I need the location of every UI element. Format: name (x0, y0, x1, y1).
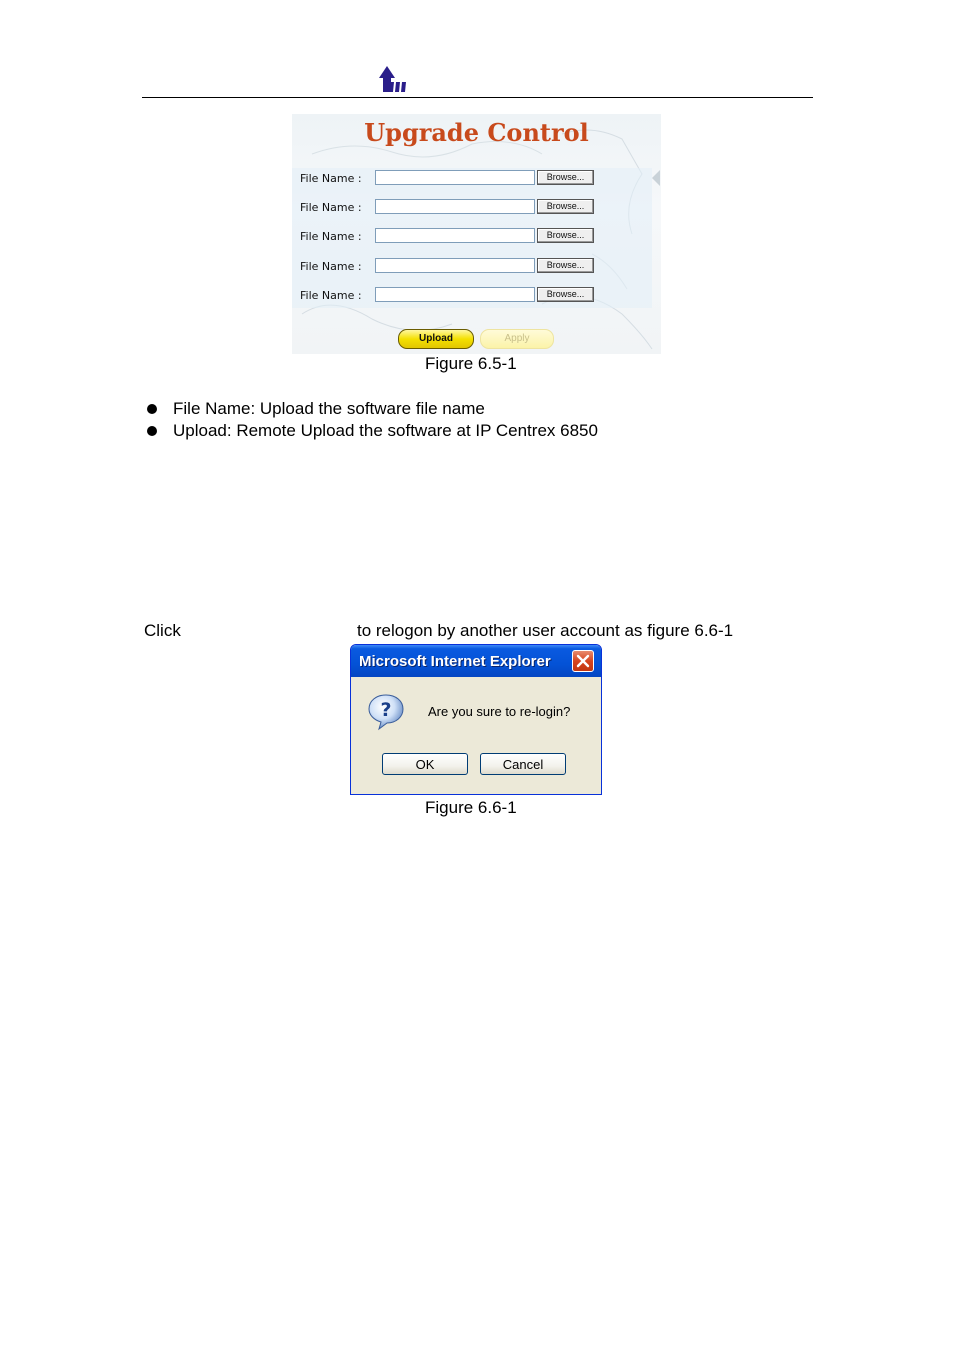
file-name-input[interactable] (375, 170, 535, 185)
ok-button[interactable]: OK (382, 753, 468, 775)
browse-button[interactable]: Browse... (537, 170, 594, 185)
browse-button[interactable]: Browse... (537, 258, 594, 273)
figure-caption: Figure 6.5-1 (425, 354, 517, 373)
relogin-dialog (350, 644, 602, 795)
file-name-label: File Name : (300, 289, 362, 302)
file-name-label: File Name : (300, 172, 362, 185)
file-row (292, 258, 661, 278)
upload-button[interactable]: Upload (398, 329, 474, 349)
paragraph-text: to relogon by another user account as figure 6.6-1 (357, 621, 734, 640)
dialog-body (351, 677, 601, 794)
file-name-input[interactable] (375, 258, 535, 273)
file-row (292, 170, 661, 190)
upgrade-control-panel (292, 114, 661, 354)
file-row (292, 199, 661, 219)
dialog-message: Are you sure to re-login? (428, 704, 571, 719)
browse-button[interactable]: Browse... (537, 228, 594, 243)
browse-button[interactable]: Browse... (537, 287, 594, 302)
file-name-label: File Name : (300, 260, 362, 273)
file-row (292, 287, 661, 307)
figure-caption: Figure 6.6-1 (425, 798, 517, 817)
file-name-label: File Name : (300, 201, 362, 214)
close-button[interactable] (572, 650, 594, 672)
company-logo-icon (376, 66, 406, 94)
bullet-text: Upload: Remote Upload the software at IP Centrex 6850 (173, 421, 598, 440)
header-rule (142, 97, 813, 98)
bullet-text: File Name: Upload the software file name (173, 399, 485, 418)
upgrade-control-title: Upgrade Control (364, 118, 589, 147)
bullet-dot (147, 426, 157, 436)
file-name-label: File Name : (300, 230, 362, 243)
svg-text:?: ? (380, 699, 392, 721)
apply-button[interactable]: Apply (480, 329, 554, 349)
cancel-button[interactable]: Cancel (480, 753, 566, 775)
paragraph-lead: Click (144, 621, 181, 640)
dialog-titlebar[interactable] (351, 645, 601, 677)
bullet-dot (147, 404, 157, 414)
dialog-title: Microsoft Internet Explorer (359, 653, 551, 670)
question-icon (367, 693, 405, 731)
file-name-input[interactable] (375, 228, 535, 243)
file-name-input[interactable] (375, 199, 535, 214)
close-icon (573, 651, 593, 671)
browse-button[interactable]: Browse... (537, 199, 594, 214)
file-row (292, 228, 661, 248)
file-name-input[interactable] (375, 287, 535, 302)
